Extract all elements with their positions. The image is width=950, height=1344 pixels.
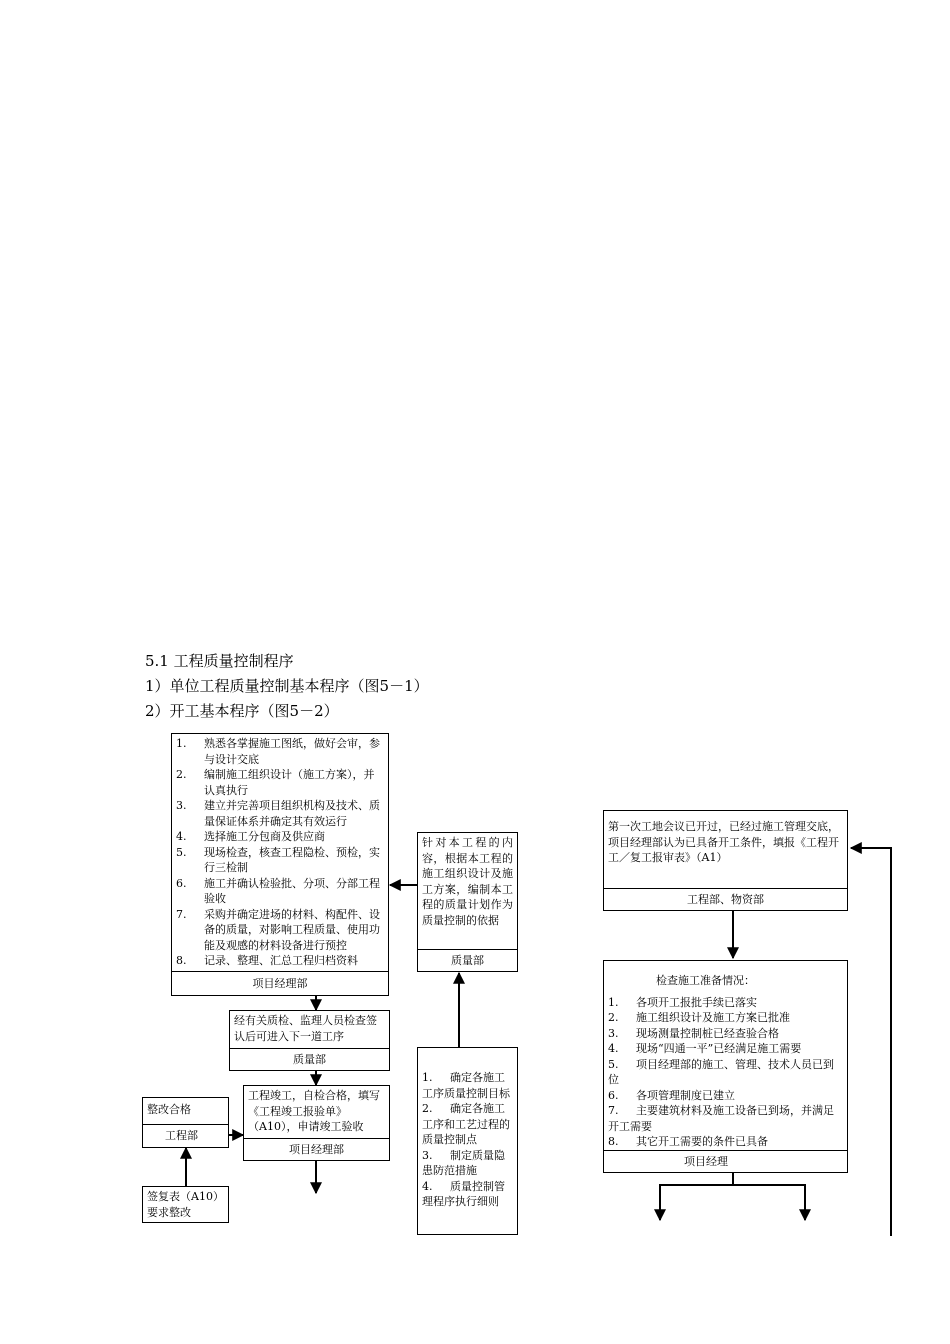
quality-plan-basis-footer: 质量部 xyxy=(418,949,517,971)
first-site-meeting-footer: 工程部、物资部 xyxy=(604,888,847,910)
list-item: 8. 其它开工需要的条件已具备 xyxy=(608,1135,768,1148)
completion-report-box xyxy=(243,1085,390,1161)
reply-form-box xyxy=(142,1186,229,1223)
construction-prep-check-box xyxy=(603,960,848,1173)
completion-report-text: 工程竣工，自检合格，填写《工程竣工报验单》（A10），申请竣工验收 xyxy=(248,1089,380,1133)
section-heading: 5.1 工程质量控制程序 xyxy=(145,652,294,670)
project-tasks-list xyxy=(176,736,384,969)
project-tasks-footer: 项目经理部 xyxy=(172,971,388,995)
list-item: 6. 各项管理制度已建立 xyxy=(608,1088,735,1102)
list-item: 1. 确定各施工工序质量控制目标 xyxy=(422,1071,510,1100)
list-item: 6. 施工并确认检验批、分项、分部工程验收 xyxy=(176,876,380,905)
inspection-signoff-box xyxy=(229,1010,390,1071)
list-item: 2. 编制施工组织设计（施工方案），并认真执行 xyxy=(176,768,375,797)
rectification-box xyxy=(142,1097,229,1148)
list-item: 4. 现场“四通一平”已经满足施工需要 xyxy=(608,1042,802,1055)
inspection-signoff-text: 经有关质检、监理人员检查签认后可进入下一道工序 xyxy=(234,1014,377,1043)
quality-plan-basis-box xyxy=(417,832,518,972)
list-item: 5. 现场检查，核查工程隐检、预检，实行三检制 xyxy=(176,845,380,874)
list-item: 3. 建立并完善项目组织机构及技术、质量保证体系并确定其有效运行 xyxy=(176,799,380,828)
list-item: 7. 采购并确定进场的材料、构配件、设备的质量，对影响工程质量、使用功能及观感的材料设备进行预控 xyxy=(176,907,380,952)
construction-prep-footer: 项目经理 xyxy=(604,1150,847,1172)
subheading-unit-quality-procedure: 1）单位工程质量控制基本程序（图5－1） xyxy=(145,677,429,695)
quality-plan-basis-text: 针对本工程的内容，根据本工程的施工组织设计及施工方案，编制本工程的质量计划作为质量控制的依据 xyxy=(422,836,513,927)
list-item: 2. 确定各施工工序和工艺过程的质量控制点 xyxy=(422,1102,510,1146)
list-item: 3. 制定质量隐患防范措施 xyxy=(422,1148,505,1177)
quality-targets-list xyxy=(422,1070,513,1210)
list-item: 7. 主要建筑材料及施工设备已到场，并满足开工需要 xyxy=(608,1104,834,1133)
construction-prep-list xyxy=(608,995,843,1150)
arrow-feedback-to-meeting xyxy=(851,848,891,1236)
rectification-footer: 工程部 xyxy=(143,1124,228,1147)
list-item: 1. 各项开工报批手续已落实 xyxy=(608,995,757,1009)
quality-targets-box xyxy=(417,1047,518,1235)
list-item: 4. 质量控制管理程序执行细则 xyxy=(422,1179,505,1208)
prep-split-line-right xyxy=(733,1185,805,1220)
completion-report-footer: 项目经理部 xyxy=(244,1138,389,1160)
rectification-text: 整改合格 xyxy=(147,1103,191,1116)
list-item: 4. 选择施工分包商及供应商 xyxy=(176,830,325,843)
first-site-meeting-text: 第一次工地会议已开过，已经过施工管理交底，项目经理部认为已具备开工条件，填报《工程开工／复工报审表》（A1） xyxy=(608,820,839,864)
project-tasks-box xyxy=(171,733,389,996)
list-item: 8. 记录、整理、汇总工程归档资料 xyxy=(176,954,358,967)
list-item: 2. 施工组织设计及施工方案已批准 xyxy=(608,1011,790,1024)
reply-form-text: 签复表（A10）要求整改 xyxy=(147,1190,224,1219)
prep-split-line xyxy=(660,1173,733,1220)
subheading-start-procedure: 2）开工基本程序（图5－2） xyxy=(145,702,339,720)
list-item: 5. 项目经理部的施工、管理、技术人员已到位 xyxy=(608,1057,834,1086)
list-item: 3. 现场测量控制桩已经查验合格 xyxy=(608,1026,779,1040)
construction-prep-title: 检查施工准备情况： xyxy=(656,974,755,987)
inspection-signoff-footer: 质量部 xyxy=(230,1048,389,1070)
first-site-meeting-box xyxy=(603,810,848,911)
list-item: 1. 熟悉各掌握施工图纸，做好会审，参与设计交底 xyxy=(176,737,380,766)
